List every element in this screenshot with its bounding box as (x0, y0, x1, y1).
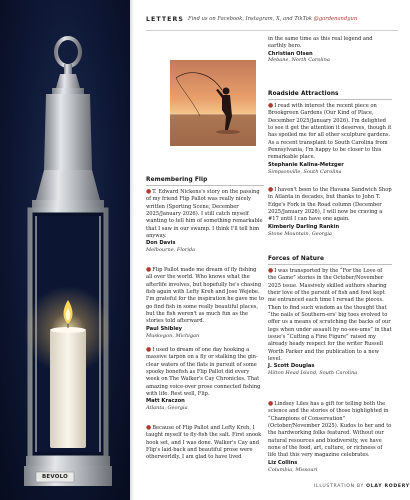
letter-body: Lindsey Liles has a gift for telling both the science and the stories of those highlighted in “Champions of Conservation” (October/November 2025). Kudos to her and to the hardworking folks featured. Without our natural resources and biodiversity, we have none of the food, art, culture, or richness of life that this very magazine celebrates. (268, 401, 392, 459)
illustration-credit (314, 484, 410, 489)
lantern-illustration (0, 0, 132, 500)
bullet-icon: ● (146, 346, 152, 353)
section-heading-roadside: Roadside Attractions (268, 91, 339, 97)
letter-item (268, 102, 392, 175)
letter-item (268, 186, 392, 237)
letter-location: Mebane, North Carolina (268, 57, 330, 64)
letter-item (268, 400, 392, 473)
letter-item (146, 188, 264, 254)
letter-location: Muskegon, Michigan (146, 332, 200, 339)
section-rule (268, 264, 392, 265)
letter-item (146, 266, 264, 339)
candle (50, 330, 86, 448)
section-heading-forces: Forces of Nature (268, 256, 324, 262)
letter-location: Simpsonville, South Carolina (268, 168, 342, 175)
letter-author: Paul Shibley (146, 325, 183, 332)
letter-location: Melbourne, Florida (146, 247, 196, 254)
letter-author: Christian Olsen (268, 50, 313, 57)
letter-location: Hilton Head Island, South Carolina (268, 370, 358, 377)
credit-label: ILLUSTRATION BY (314, 484, 364, 489)
fly-fisher-illustration (170, 60, 256, 146)
social-handle[interactable]: @gardenandgun (313, 16, 358, 22)
letter-body: I haven't been to the Havana Sandwich Shop in Atlanta in decades, but thanks to John T. Edge's Fork in the Road column (December 2025/January 2026), I will now be craving a #17 until I can have one again. (268, 187, 392, 223)
bullet-icon: ● (268, 400, 274, 407)
letter-body: in the same time as this real legend and earthly hero. (268, 36, 373, 50)
lantern-advertisement (0, 0, 132, 500)
letter-body: I used to dream of one day hooking a massive tarpon on a fly or stalking the gin-clear waters of the flats in pursuit of some spooky bonefish as Flip Pallot did every week on The Walker's Cay Chronicles. That amazing voice-over prose connected fishing with life. Rest well, Flip. (146, 347, 261, 398)
letter-author: Don Davis (146, 240, 176, 247)
social-line (188, 16, 357, 22)
letter-location: Atlanta, Georgia (146, 405, 188, 412)
bullet-icon: ● (146, 266, 152, 273)
credit-name: OLAY RODERY (366, 484, 410, 489)
letter-author: Stephanie Kalina-Metzger (268, 161, 344, 168)
letter-author: Matt Kraczon (146, 398, 185, 405)
letter-body: T. Edward Nickens's story on the passing of my friend Flip Pallot was really nicely written (Sporting Scene, December 2025/January 2026). I still catch myself wanting to tell him of something remarkable that I saw in our swamp. I think I'll tell him anyway. (146, 189, 263, 240)
brand-plate-label: BEVOLO (42, 474, 68, 480)
letter-body: Flip Pallot made me dream of fly fishing all over the world. Who knows what the afterlife involves, but hopefully he's chasing fish again with Lefty Kreh and Jose Wejebe. I'm grateful for the inspiration he gave me to go find fish in some really beautiful places, but the fish weren't as much fun as the stories told afterward. (146, 267, 264, 325)
lantern-ring (56, 38, 80, 66)
letter-item (146, 424, 264, 462)
letter-body: Because of Flip Pallot and Lefty Kreh, I taught myself to fly-fish the salt. First snook hook set, and I was done. Walker's Cay and Flip's laid-back and beautiful prose were otherworldly. I am glad to have lived (146, 425, 262, 461)
bullet-icon: ● (146, 424, 152, 431)
bullet-icon: ● (268, 267, 274, 274)
section-label: LETTERS (146, 16, 184, 23)
letter-location: Stone Mountain, Georgia (268, 230, 332, 237)
bullet-icon: ● (268, 102, 274, 109)
section-rule (268, 99, 392, 100)
section-heading-flip: Remembering Flip (146, 177, 208, 183)
letters-page (134, 0, 410, 500)
section-rule (146, 185, 264, 186)
letter-author: Kimberly Darling Rankin (268, 223, 340, 230)
social-prefix: Find us on Facebook, Instagram, X, and TikTok (188, 16, 312, 22)
bullet-icon: ● (146, 188, 152, 195)
letter-item (146, 346, 264, 412)
letter-body: I was transported by the “For the Love of the Game” stories in the October/November 2025 issue. Massively skilled authors sharing their love of the pursuit of fish and fowl kept me entranced each time I reread the pieces. Then to find such wisdom as the thought that “the nails of Southern-ers' big toes evolved to offer us a means of scratching the backs of our legs when under assault by no-see-ums” in that issue's “Cutting a Fine Figure” raised my already heady respect for the writer Russell Worth Parker and the publication to a new level. (268, 268, 392, 363)
letter-body: I read with interest the recent piece on Brookgreen Gardens (Our Kind of Place, December 2025/January 2026). I'm delighted to see it get the attention it deserves, though it has spoiled me for all other sculpture gardens. As a recent transplant to South Carolina from Pennsylvania, I'm happy to be closer to this remarkable place. (268, 103, 392, 161)
lantern-top (44, 94, 92, 170)
bullet-icon: ● (268, 186, 274, 193)
letter-author: J. Scott Douglas (268, 363, 315, 370)
letter-author: Liz Collins (268, 459, 298, 466)
page-header (146, 14, 396, 26)
letter-item (268, 267, 392, 377)
letter-location: Columbia, Missouri (268, 466, 318, 473)
letter-item-continued (268, 36, 392, 64)
header-rule (146, 30, 398, 31)
